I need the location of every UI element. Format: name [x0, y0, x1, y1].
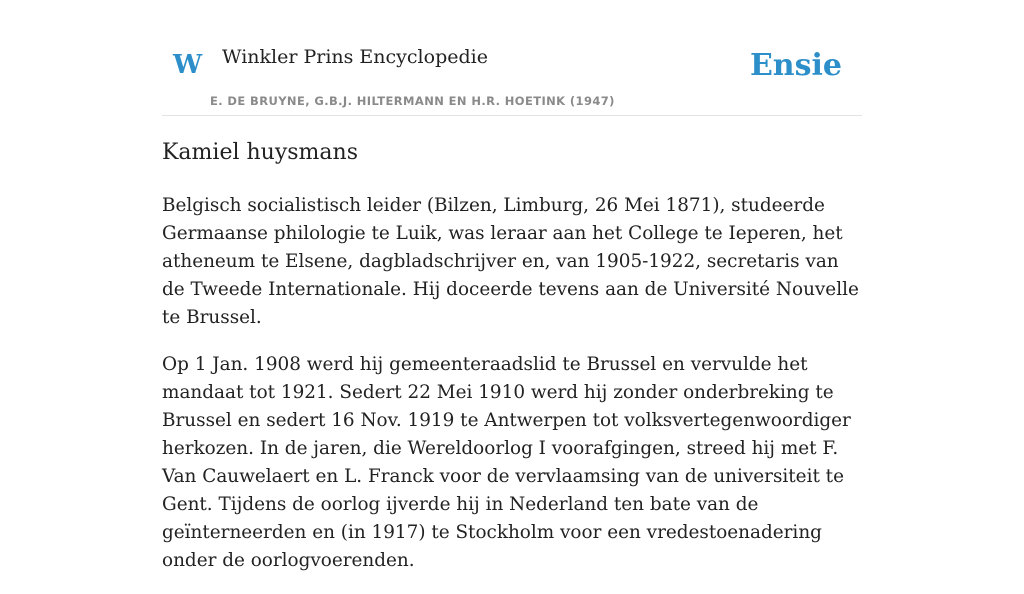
article-body [162, 192, 862, 594]
content-container [162, 0, 862, 571]
source-header [162, 0, 862, 116]
brand-logo[interactable]: Ensie [749, 48, 842, 83]
source-title[interactable]: Winkler Prins Encyclopedie [222, 46, 488, 68]
article-paragraph: Belgisch socialistisch leider (Bilzen, Limburg, 26 Mei 1871), studeerde Germaanse philologie te Luik, was leraar aan het College te Ieperen, het atheneum te Elsene, dagbladschrijver en, van 1905-1922, secretaris van de Tweede Internationale. Hij doceerde tevens aan de Université Nouvelle te Brussel. [162, 195, 859, 328]
source-authors: E. DE BRUYNE, G.B.J. HILTERMANN EN H.R. HOETINK (1947) [210, 94, 615, 108]
article-title: Kamiel huysmans [162, 140, 358, 165]
source-logo-icon[interactable]: W [173, 50, 203, 80]
article-paragraph: Op 1 Jan. 1908 werd hij gemeenteraadslid te Brussel en vervulde het mandaat tot 1921. Sedert 22 Mei 1910 werd hij zonder onderbreking te Brussel en sedert 16 Nov. 1919 te Antwerpen tot volksvertegenwoordiger herkozen. In de jaren, die Wereldoorlog I voorafgingen, streed hij met F. Van Cauwelaert en L. Franck voor de vervlaamsing van de universiteit te Gent. Tijdens de oorlog ijverde hij in Nederland ten bate van de geïnterneerden en (in 1917) te Stockholm voor een vredestoenadering onder de oorlogvoerenden. [162, 354, 851, 571]
